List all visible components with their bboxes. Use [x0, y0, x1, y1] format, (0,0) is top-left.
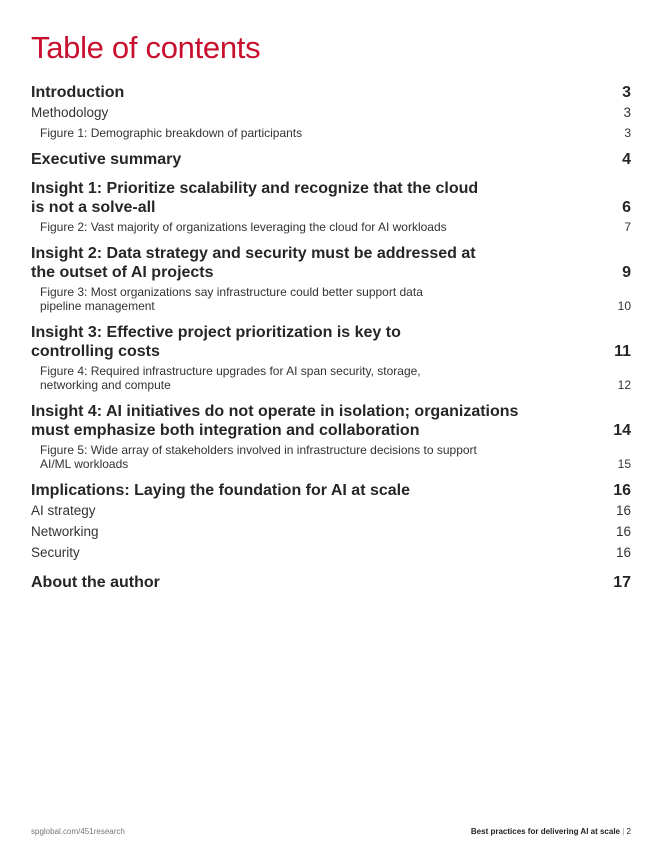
toc-entry[interactable]	[31, 481, 631, 500]
toc-entry-page: 3	[622, 84, 631, 101]
footer-page-number: 2	[626, 827, 631, 836]
toc-entry-text: Figure 2: Vast majority of organizations leveraging the cloud for AI workloads	[40, 220, 447, 234]
toc-entry[interactable]	[31, 126, 631, 140]
toc-entry-page: 16	[615, 524, 631, 539]
toc-entry[interactable]	[31, 179, 631, 217]
toc-entry-text: Networking	[31, 524, 99, 539]
toc-entry-page: 9	[622, 264, 631, 281]
toc-entry-page: 17	[613, 574, 631, 591]
toc-entry-page: 14	[613, 422, 631, 439]
toc-entry[interactable]	[31, 522, 631, 542]
toc-entry-text: AI strategy	[31, 503, 96, 518]
toc-entry-text: Implications: Laying the foundation for AI at scale	[31, 482, 410, 499]
toc-entry-text: Insight 3: Effective project prioritization is key to controlling costs	[31, 324, 401, 360]
toc-entry[interactable]	[31, 573, 631, 592]
toc-entry-page: 12	[617, 378, 631, 392]
toc-entry-text: Figure 1: Demographic breakdown of participants	[40, 126, 303, 140]
toc-entry[interactable]	[31, 364, 631, 392]
toc-entry[interactable]	[31, 220, 631, 234]
footer-url: spglobal.com/451research	[31, 827, 125, 836]
toc-entry-page: 15	[617, 457, 631, 471]
toc-entry-text: Methodology	[31, 105, 109, 120]
toc-entry[interactable]	[31, 443, 631, 471]
toc-entry-text: Figure 3: Most organizations say infrastructure could better support data pipeline management	[40, 285, 423, 313]
toc-entry-page: 16	[615, 503, 631, 518]
toc-entry-page: 10	[617, 299, 631, 313]
toc-entry-page: 4	[622, 151, 631, 168]
footer-doc-title: Best practices for delivering AI at scale	[470, 827, 620, 836]
toc-entry-text: Figure 5: Wide array of stakeholders involved in infrastructure decisions to support AI/ML workloads	[40, 443, 477, 471]
toc-entry-text: Security	[31, 545, 80, 560]
page-title: Table of contents	[31, 30, 261, 65]
toc-entry[interactable]	[31, 83, 631, 102]
toc-entry-text: Figure 4: Required infrastructure upgrades for AI span security, storage, networking and compute	[40, 364, 421, 392]
toc-entry[interactable]	[31, 501, 631, 521]
toc-entry[interactable]	[31, 402, 631, 440]
toc-entry-page: 11	[614, 343, 631, 360]
footer-separator: |	[622, 827, 625, 836]
footer-doc-info	[471, 827, 631, 836]
toc-entry-text: Insight 2: Data strategy and security must be addressed at the outset of AI projects	[31, 245, 476, 281]
toc-entry-page: 16	[613, 482, 631, 499]
toc-entry-page: 3	[624, 126, 631, 140]
toc-entry[interactable]	[31, 150, 631, 169]
toc-entry[interactable]	[31, 285, 631, 313]
toc-entry-text: Insight 1: Prioritize scalability and recognize that the cloud is not a solve-all	[31, 180, 479, 216]
toc-entry-page: 6	[622, 199, 631, 216]
toc-entry-page: 3	[623, 105, 631, 120]
toc-entry[interactable]	[31, 323, 631, 361]
toc-entry-page: 16	[615, 545, 631, 560]
toc-entry[interactable]	[31, 103, 631, 123]
toc-entry[interactable]	[31, 543, 631, 563]
toc-entry-page: 7	[624, 220, 631, 234]
table-of-contents	[31, 83, 631, 592]
toc-entry-text: Executive summary	[31, 151, 182, 168]
toc-entry[interactable]	[31, 244, 631, 282]
toc-entry-text: About the author	[31, 574, 160, 591]
toc-entry-text: Insight 4: AI initiatives do not operate in isolation; organizations must emphasize both integration and collaboration	[31, 403, 519, 439]
toc-entry-text: Introduction	[31, 84, 125, 101]
